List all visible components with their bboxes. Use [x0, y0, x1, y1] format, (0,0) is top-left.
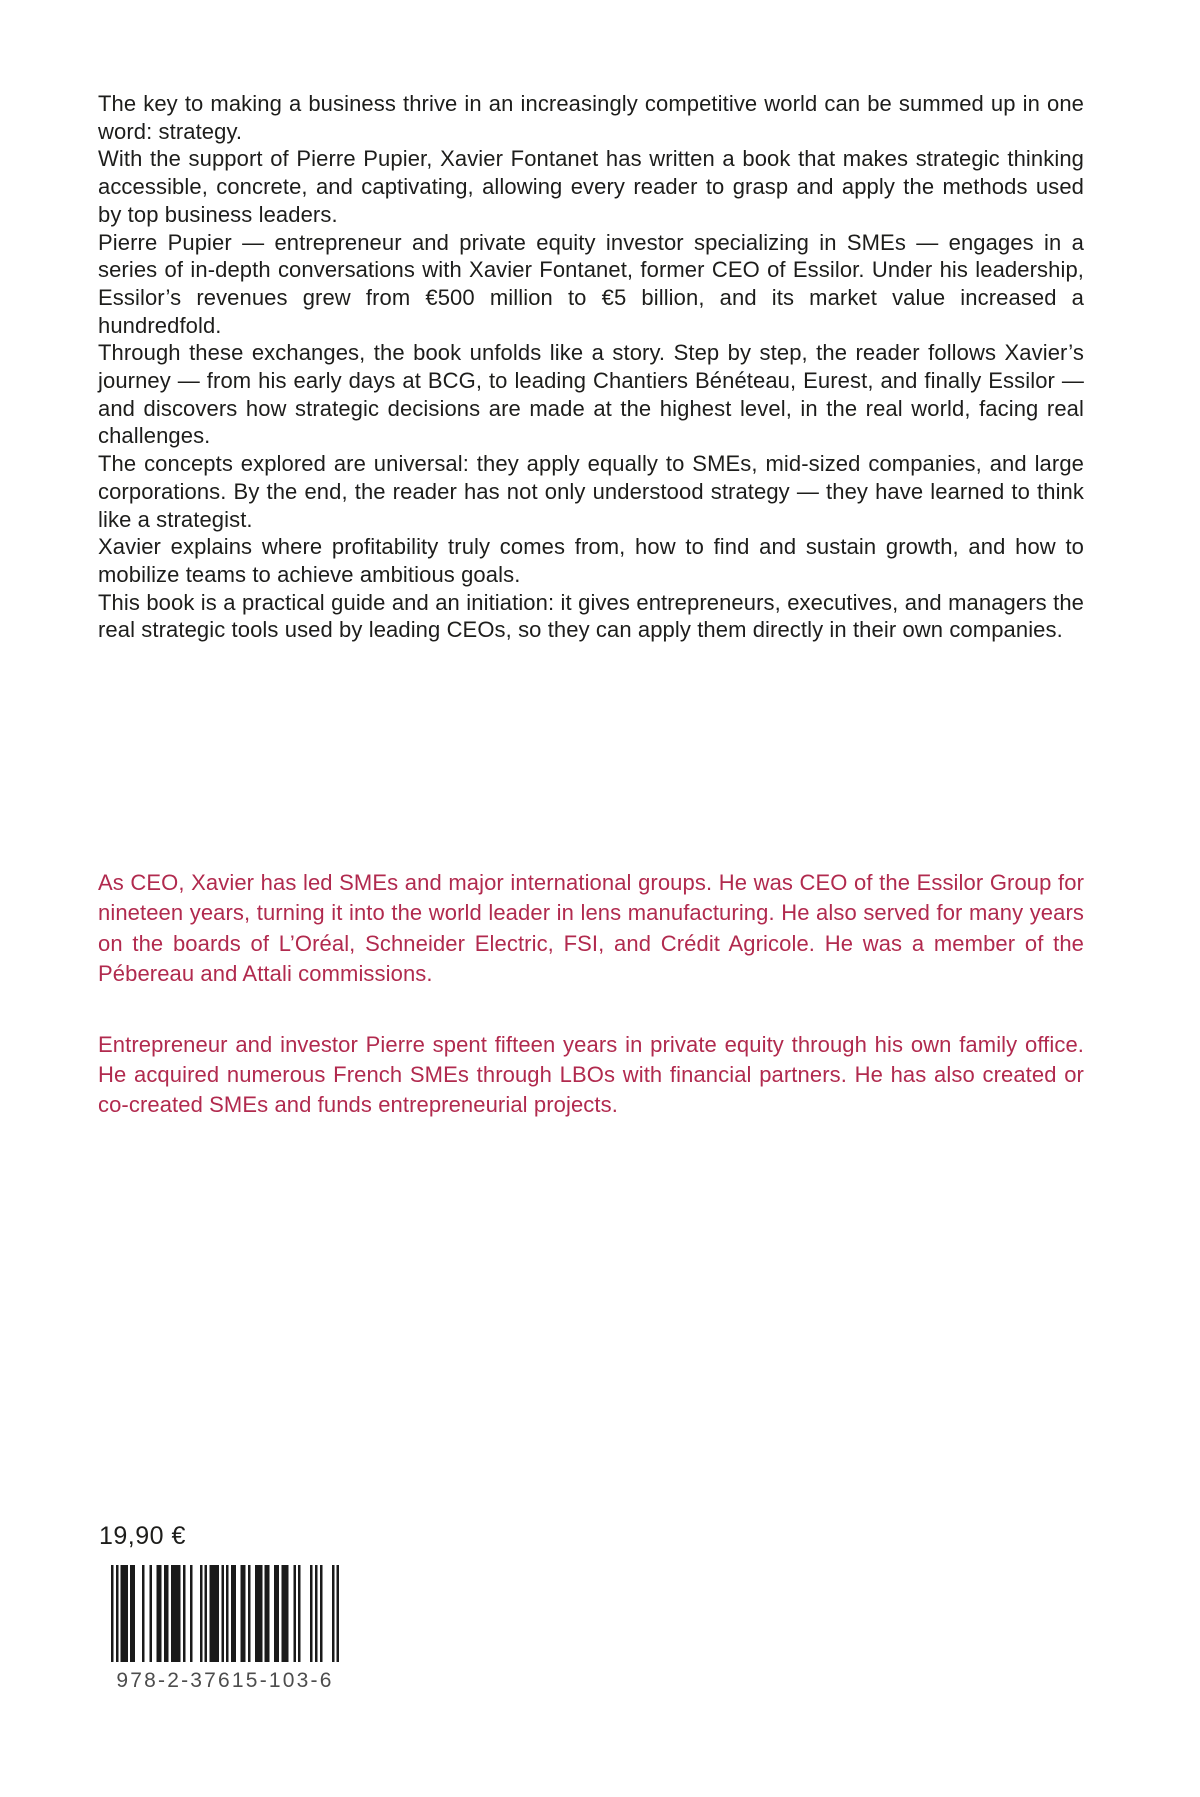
synopsis-paragraph: Through these exchanges, the book unfolds like a story. Step by step, the reader follows Xavier’s journey — from his early days at BCG, to leading Chantiers Bénéteau, Eurest, and finally Essilor — and discovers how strategic decisions are made at the highest level, in the real world, facing real challenges.: [98, 340, 1084, 449]
author-bio-pierre: Entrepreneur and investor Pierre spent fifteen years in private equity through his own family office. He acquired numerous French SMEs through LBOs with financial partners. He has also created or co-created SMEs and funds entrepreneurial projects.: [98, 1031, 1084, 1118]
author-bio-block: [98, 868, 1084, 1121]
synopsis-paragraph: Xavier explains where profitability truly comes from, how to find and sustain growth, and how to mobilize teams to achieve ambitious goals.: [98, 534, 1084, 587]
synopsis-paragraph: The key to making a business thrive in an increasingly competitive world can be summed up in one word: strategy.: [98, 91, 1084, 144]
synopsis-block: [98, 90, 1084, 644]
synopsis-paragraph: The concepts explored are universal: they apply equally to SMEs, mid-sized companies, and large corporations. By the end, the reader has not only understood strategy — they have learned to think like a strategist.: [98, 451, 1084, 532]
price-label: 19,90 €: [99, 1522, 186, 1550]
barcode: [111, 1565, 339, 1693]
barcode-image: [111, 1565, 339, 1662]
synopsis-paragraph: This book is a practical guide and an initiation: it gives entrepreneurs, executives, and managers the real strategic tools used by leading CEOs, so they can apply them directly in their own companies.: [98, 589, 1084, 643]
isbn-number: 978-2-37615-103-6: [116, 1669, 334, 1692]
synopsis-paragraph: With the support of Pierre Pupier, Xavier Fontanet has written a book that makes strategic thinking accessible, concrete, and captivating, allowing every reader to grasp and apply the methods used by top business leaders.: [98, 146, 1084, 227]
author-bio-xavier: As CEO, Xavier has led SMEs and major international groups. He was CEO of the Essilor Group for nineteen years, turning it into the world leader in lens manufacturing. He also served for many years on the boards of L’Oréal, Schneider Electric, FSI, and Crédit Agricole. He was a member of the Pébereau and Attali commissions.: [98, 870, 1084, 987]
synopsis-paragraph: Pierre Pupier — entrepreneur and private equity investor specializing in SMEs — engages in a series of in-depth conversations with Xavier Fontanet, former CEO of Essilor. Under his leadership, Essilor’s revenues grew from €500 million to €5 billion, and its market value increased a hundredfold.: [98, 229, 1084, 338]
